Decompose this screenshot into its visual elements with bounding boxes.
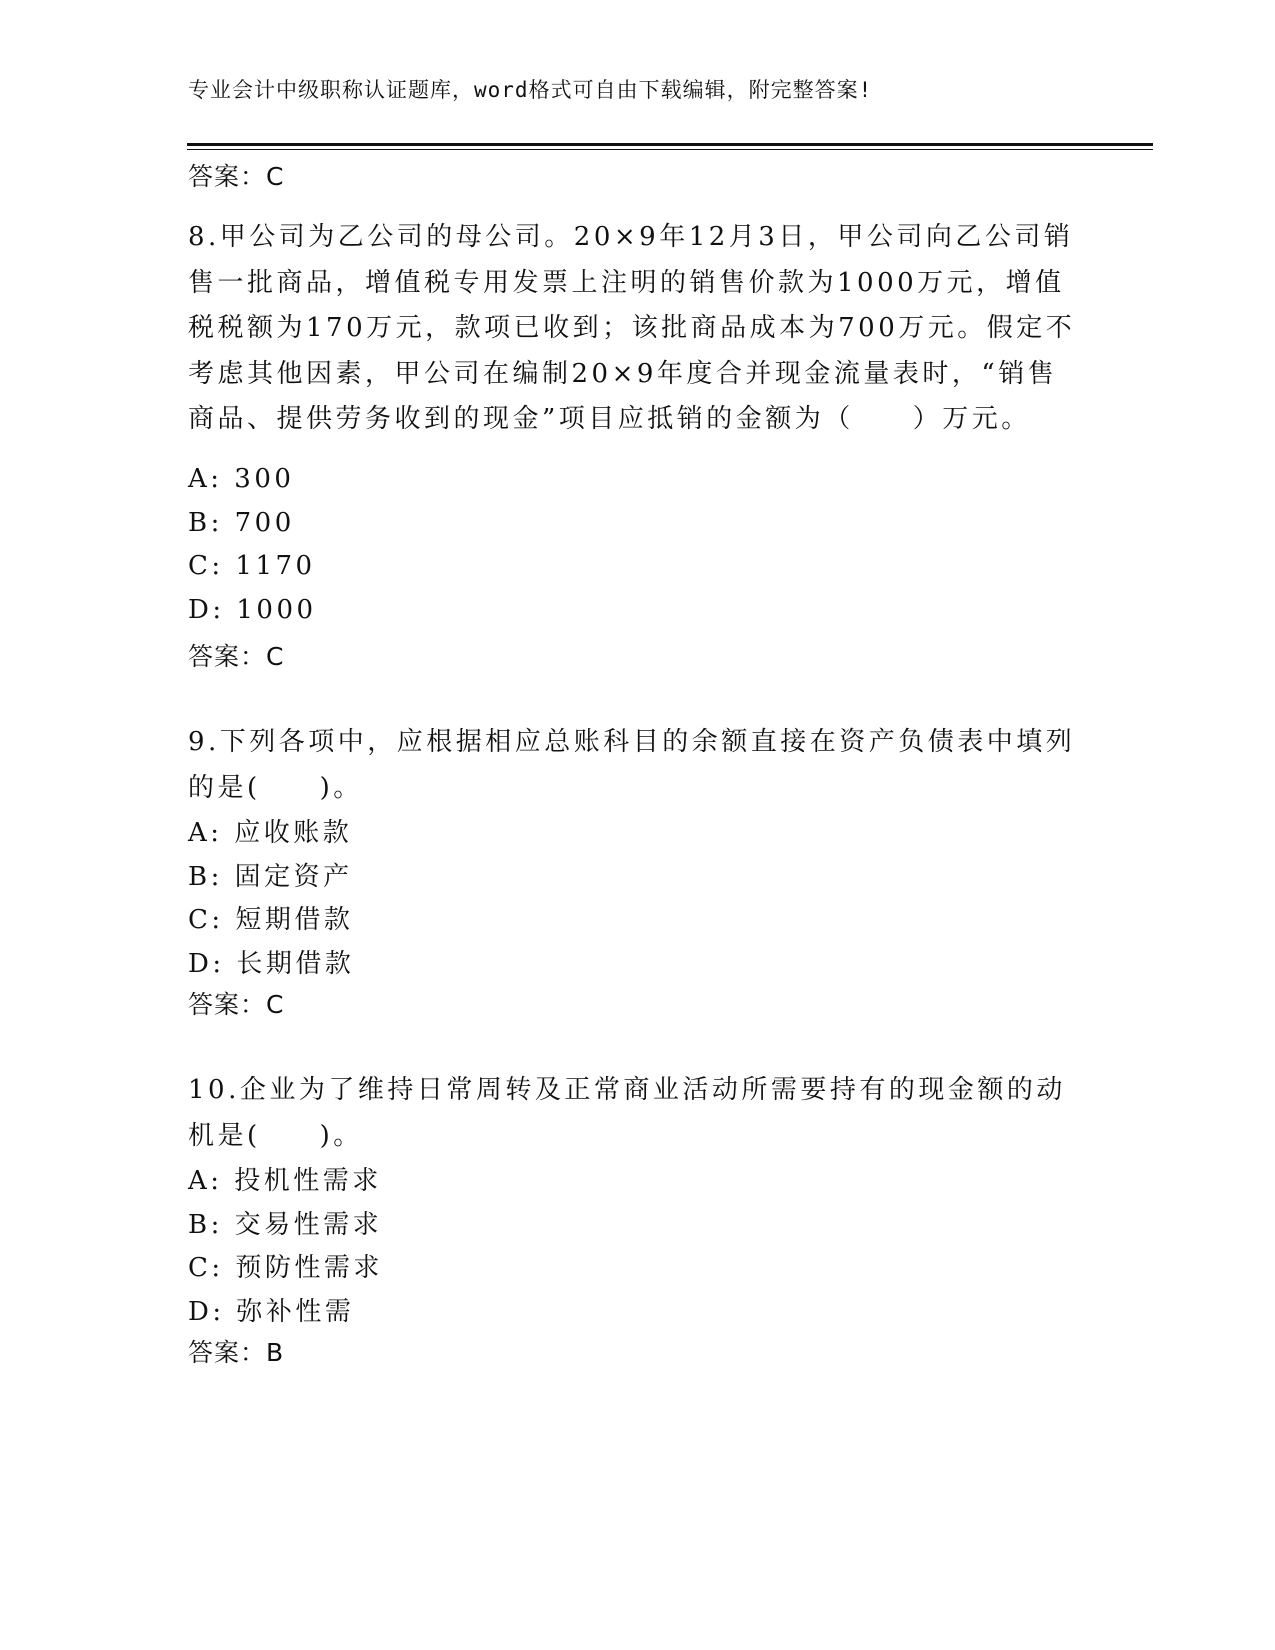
question-8-option-d: D: 1000 xyxy=(188,595,317,625)
answer-q10: 答案：B xyxy=(188,1338,285,1367)
question-10-option-c: C: 预防性需求 xyxy=(188,1253,383,1283)
question-9-stem: 9.下列各项中，应根据相应总账科目的余额直接在资产负债表中填列的是( )。 xyxy=(188,727,1076,803)
question-10-stem: 10.企业为了维持日常周转及正常商业活动所需要持有的现金额的动机是( )。 xyxy=(188,1075,1066,1151)
question-9-option-a: A: 应收账款 xyxy=(188,818,353,848)
question-8-option-c: C: 1170 xyxy=(188,551,316,581)
question-8-option-a: A: 300 xyxy=(188,464,295,494)
question-10-option-a: A: 投机性需求 xyxy=(188,1166,382,1196)
question-9-option-d: D: 长期借款 xyxy=(188,949,355,979)
header-divider xyxy=(187,143,1153,146)
question-10-option-b: B: 交易性需求 xyxy=(188,1210,383,1240)
page-header: 专业会计中级职称认证题库，word格式可自由下载编辑，附完整答案! xyxy=(188,78,873,102)
question-9-option-b: B: 固定资产 xyxy=(188,862,353,892)
answer-q7: 答案：C xyxy=(188,162,285,191)
header-divider-thin xyxy=(187,149,1153,150)
answer-q8: 答案：C xyxy=(188,642,285,671)
question-8-option-b: B: 700 xyxy=(188,508,295,538)
answer-q9: 答案：C xyxy=(188,990,285,1019)
question-9-option-c: C: 短期借款 xyxy=(188,905,354,935)
question-8-stem: 8.甲公司为乙公司的母公司。20×9年12月3日，甲公司向乙公司销售一批商品，增值税专用发票上注明的销售价款为1000万元，增值税税额为170万元，款项已收到；该批商品成本为700万元。假定不考虑其他因素，甲公司在编制20×9年度合并现金流量表时，“销售商品、提供劳务收到的现金”项目应抵销的金额为（ ）万元。 xyxy=(188,222,1076,434)
question-10-option-d: D: 弥补性需 xyxy=(188,1297,355,1327)
